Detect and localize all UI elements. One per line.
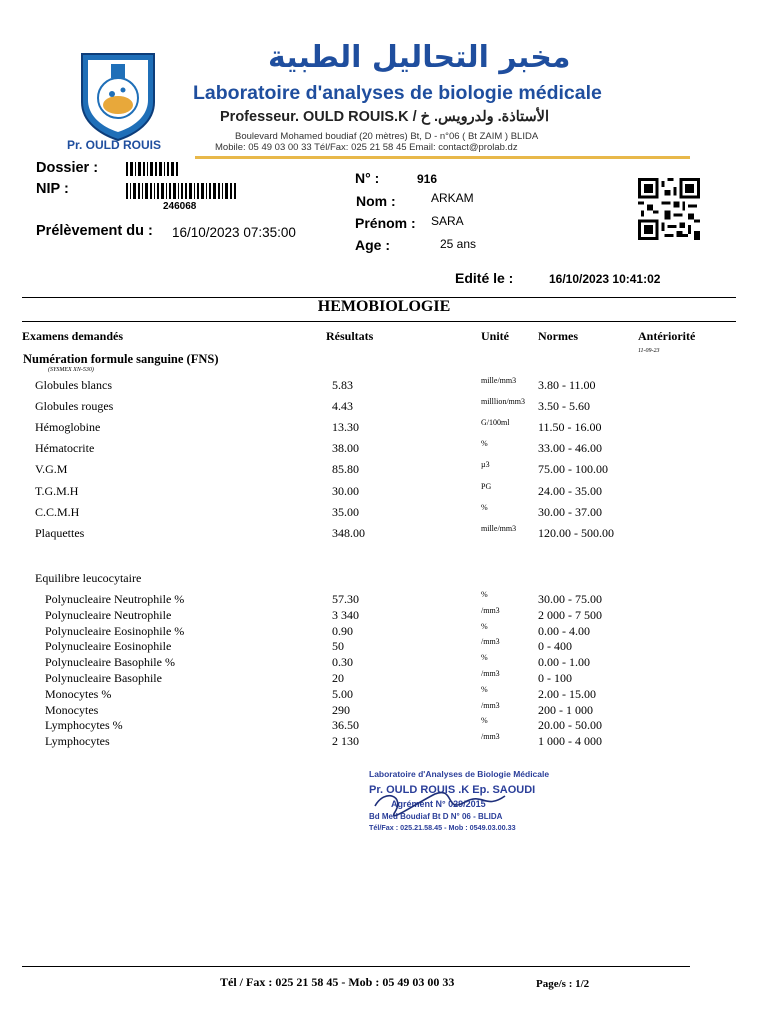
age-value: 25 ans — [440, 237, 477, 251]
exam-result: 0.90 — [332, 623, 353, 638]
prelevement-label: Prélèvement du : — [36, 223, 153, 239]
exam-name: Lymphocytes — [45, 734, 110, 749]
exam-result: 85.80 — [332, 462, 359, 476]
exam-norm: 20.00 - 50.00 — [538, 718, 602, 733]
stamp-line-2: Pr. OULD ROUIS .K Ep. SAOUDI — [369, 784, 536, 796]
exam-result: 13.30 — [332, 420, 359, 434]
header-divider — [195, 156, 690, 159]
exam-unit: % — [481, 439, 488, 448]
fns-title: Numération formule sanguine (FNS) — [23, 352, 219, 366]
exam-name: Polynucleaire Basophile % — [45, 655, 175, 670]
col-results: Résultats — [326, 329, 374, 343]
exam-name: Monocytes % — [45, 686, 112, 701]
exam-unit: µ3 — [481, 460, 490, 469]
col-exams: Examens demandés — [22, 329, 124, 343]
lab-title-french: Laboratoire d'analyses de biologie médicale — [193, 82, 602, 104]
dossier-barcode — [126, 162, 180, 176]
exam-result: 2 130 — [332, 734, 359, 749]
exam-unit: /mm3 — [481, 637, 500, 647]
footer-rule — [22, 966, 690, 967]
prelevement-value: 16/10/2023 07:35:00 — [172, 225, 296, 240]
nip-label: NIP : — [36, 181, 69, 197]
num-value: 916 — [417, 172, 438, 186]
exam-unit: % — [481, 590, 488, 599]
exam-norm: 0.00 - 1.00 — [538, 655, 590, 670]
lab-address: Boulevard Mohamed boudiaf (20 mètres) Bt, D - n°06 ( Bt ZAIM ) BLIDA — [235, 131, 539, 142]
exam-name: Globules blancs — [35, 378, 112, 392]
exam-unit: G/100ml — [481, 418, 510, 427]
exam-unit: mille/mm3 — [481, 376, 517, 385]
exam-norm: 33.00 - 46.00 — [538, 441, 602, 455]
exam-result: 5.83 — [332, 378, 353, 392]
exam-unit: /mm3 — [481, 732, 500, 742]
exam-name: T.G.M.H — [35, 484, 79, 498]
col-prior: Antériorité — [638, 329, 696, 343]
exam-result: 50 — [332, 639, 344, 654]
exam-norm: 0 - 400 — [538, 639, 572, 654]
lab-title-arabic: مخبر التحاليل الطبية — [268, 40, 571, 75]
exam-norm: 30.00 - 75.00 — [538, 592, 602, 606]
lab-contact: Mobile: 05 49 03 00 33 Tél/Fax: 025 21 58 45 Email: contact@prolab.dz — [215, 142, 518, 153]
dossier-label: Dossier : — [36, 160, 99, 176]
edite-label: Edité le : — [455, 270, 514, 286]
exam-norm: 0.00 - 4.00 — [538, 623, 590, 638]
exam-unit: % — [481, 716, 488, 726]
exam-unit: milllion/mm3 — [481, 397, 526, 406]
exam-unit: % — [481, 653, 488, 663]
exam-unit: /mm3 — [481, 669, 500, 678]
exam-norm: 3.80 - 11.00 — [538, 378, 596, 392]
exam-unit: % — [481, 684, 488, 694]
exam-name: Polynucleaire Eosinophile % — [45, 623, 185, 638]
exam-norm: 11.50 - 16.00 — [538, 420, 602, 434]
exam-result: 0.30 — [332, 655, 353, 670]
nom-label: Nom : — [356, 193, 396, 209]
exam-name: Globules rouges — [35, 399, 114, 413]
exam-norm: 2.00 - 15.00 — [538, 686, 596, 701]
nom-value: ARKAM — [431, 191, 474, 205]
exam-name: Polynucleaire Eosinophile — [45, 639, 172, 654]
lab-logo — [78, 50, 158, 142]
stamp-line-5: Tél/Fax : 025.21.58.45 - Mob : 0549.03.00.33 — [369, 823, 516, 832]
stamp-line-1: Laboratoire d'Analyses de Biologie Médicale — [369, 769, 550, 779]
stamp-line-3: Agrément N° 029/2015 — [391, 799, 486, 809]
leuco-title: Equilibre leucocytaire — [35, 571, 142, 585]
page-number: Page/s : 1/2 — [536, 978, 590, 990]
nip-value: 246068 — [163, 201, 197, 212]
exam-result: 20 — [332, 671, 344, 685]
exam-name: Polynucleaire Basophile — [45, 671, 162, 685]
exam-norm: 75.00 - 100.00 — [538, 462, 608, 476]
exam-norm: 3.50 - 5.60 — [538, 399, 590, 413]
section-bottom-rule — [22, 321, 736, 322]
prenom-label: Prénom : — [355, 215, 416, 231]
nip-barcode — [126, 183, 238, 199]
exam-name: Polynucleaire Neutrophile % — [45, 592, 185, 606]
col-norms: Normes — [538, 329, 578, 343]
exam-norm: 120.00 - 500.00 — [538, 526, 614, 540]
num-label: N° : — [355, 170, 380, 186]
exam-name: Hématocrite — [35, 441, 95, 455]
exam-name: V.G.M — [35, 462, 68, 476]
exam-unit: /mm3 — [481, 605, 500, 615]
prenom-value: SARA — [431, 214, 464, 228]
exam-result: 35.00 — [332, 505, 359, 519]
footer-contact: Tél / Fax : 025 21 58 45 - Mob : 05 49 03 00 33 — [220, 975, 455, 989]
exam-result: 36.50 — [332, 718, 359, 733]
exam-result: 57.30 — [332, 592, 359, 606]
section-title: HEMOBIOLOGIE — [317, 298, 451, 315]
exam-unit: PG — [481, 482, 492, 491]
exam-name: Plaquettes — [35, 526, 85, 540]
exam-result: 5.00 — [332, 686, 353, 701]
exam-name: Hémoglobine — [35, 420, 101, 434]
exam-norm: 0 - 100 — [538, 671, 572, 685]
exam-name: Lymphocytes % — [45, 718, 123, 733]
exam-name: Monocytes — [45, 702, 99, 717]
exam-result: 3 340 — [332, 607, 359, 622]
exam-result: 38.00 — [332, 441, 359, 455]
edite-value: 16/10/2023 10:41:02 — [549, 272, 661, 286]
exam-norm: 200 - 1 000 — [538, 702, 593, 717]
exam-norm: 1 000 - 4 000 — [538, 734, 602, 749]
exam-unit: /mm3 — [481, 700, 500, 710]
stamp-line-4: Bd Med Boudiaf Bt D N° 06 - BLIDA — [369, 812, 503, 821]
exam-norm: 2 000 - 7 500 — [538, 607, 602, 622]
qr-code — [638, 178, 700, 240]
exam-result: 348.00 — [332, 526, 365, 540]
exam-unit: % — [481, 503, 488, 512]
exam-result: 290 — [332, 702, 350, 717]
exam-norm: 24.00 - 35.00 — [538, 484, 602, 498]
exam-name: C.C.M.H — [35, 505, 80, 519]
exam-unit: % — [481, 621, 488, 631]
exam-result: 4.43 — [332, 399, 353, 413]
exam-name: Polynucleaire Neutrophile — [45, 607, 172, 622]
age-label: Age : — [355, 237, 390, 253]
col-unit: Unité — [481, 329, 509, 343]
prior-date: 11-09-23 — [638, 348, 660, 354]
exam-norm: 30.00 - 37.00 — [538, 505, 602, 519]
exam-unit: mille/mm3 — [481, 524, 517, 533]
exam-result: 30.00 — [332, 484, 359, 498]
lab-professor: Professeur. OULD ROUIS.K / الأستاذة. ولدرويس. خ — [220, 109, 549, 125]
fns-device: (SYSMEX XN-530) — [48, 367, 94, 373]
logo-name: Pr. OULD ROUIS — [67, 138, 162, 152]
lab-stamp — [365, 766, 557, 832]
